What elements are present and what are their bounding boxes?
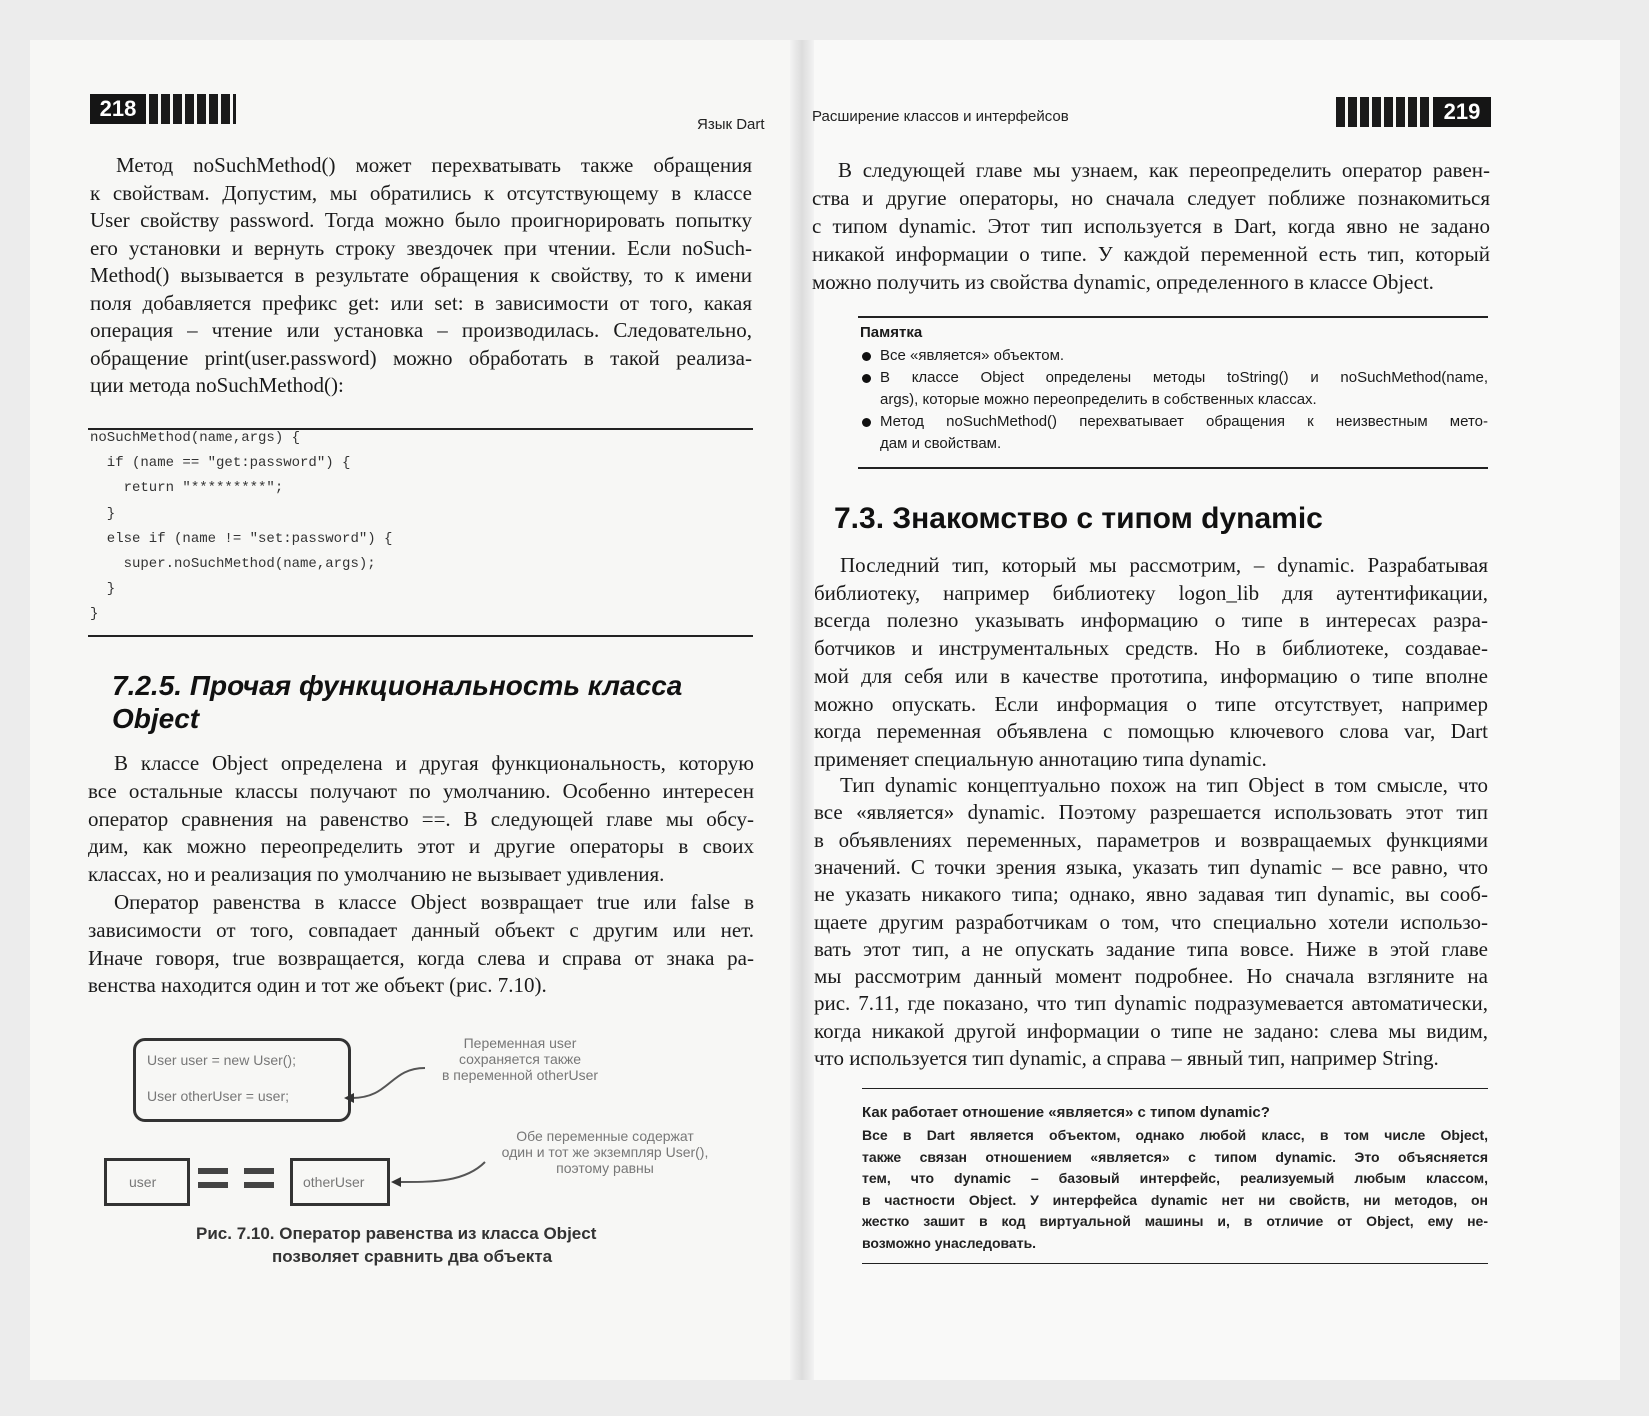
header-bars-right: [1336, 97, 1432, 127]
page-number-right: 219: [1433, 97, 1491, 127]
sidebar-line: жестко зашит в код виртуальной машины и, в отличие от Object, ему не-: [862, 1213, 1488, 1229]
sidebar-title: Как работает отношение «является» с типом dynamic?: [862, 1104, 1270, 1121]
figure-box-user: [104, 1158, 190, 1206]
sidebar-line: Все в Dart является объектом, однако любой класс, в том числе Object,: [862, 1127, 1488, 1143]
paragraph-line: В следующей главе мы узнаем, как переопределить оператор равен-: [838, 158, 1490, 182]
paragraph-line: венства находится один и тот же объект (рис. 7.10).: [88, 973, 547, 998]
paragraph-line: Оператор равенства в классе Object возвращает true или false в: [114, 890, 754, 914]
memo-rule-top: [858, 316, 1488, 318]
paragraph-line: мы рассмотрим данный момент подробнее. Но сначала взгляните на: [814, 964, 1488, 989]
paragraph-line: что используется тип dynamic, а справа – явный тип, например String.: [814, 1046, 1439, 1070]
paragraph-line: ства и другие операторы, но сначала следует поближе познакомиться: [812, 186, 1490, 210]
paragraph-line: не указать никакого типа; однако, явно задавая тип dynamic, вы сооб-: [814, 882, 1488, 907]
figure-caption-line1: Рис. 7.10. Оператор равенства из класса Object: [196, 1224, 597, 1243]
paragraph-line: рис. 7.11, где показано, что тип dynamic подразумевается автоматически,: [814, 991, 1488, 1016]
memo-bullet-line: В классе Object определены методы toString() и noSuchMethod(name,: [880, 369, 1488, 386]
callout-line: один и тот же экземпляр User(),: [501, 1144, 709, 1160]
callout-line: сохраняется также: [458, 1051, 582, 1067]
running-head-left: Язык Dart: [697, 116, 765, 133]
callout-line: Переменная user: [463, 1035, 577, 1051]
sidebar-line: возможно унаследовать.: [862, 1234, 1037, 1251]
callout-line: в переменной otherUser: [441, 1067, 599, 1083]
sidebar-line: в частности Object. У интерфейса dynamic нет ни свойств, ни методов, он: [862, 1191, 1488, 1208]
code-rule-top: [88, 428, 753, 430]
paragraph-line: значений. С точки зрения языка, указать тип dynamic – все равно, что: [814, 854, 1488, 879]
callout-line: Обе переменные содержат: [516, 1128, 694, 1144]
sidebar-rule-top: [862, 1088, 1488, 1089]
paragraph-line: ботчиков и инструментальных средств. Но в библиотеке, создавае-: [814, 636, 1488, 661]
memo-title: Памятка: [860, 324, 923, 341]
box-label: user: [129, 1174, 157, 1190]
paragraph-line: User свойству password. Тогда можно было проигнорировать попытку: [90, 208, 752, 232]
paragraph-line: классах, но и реализация по умолчанию не вызывает удивления.: [88, 862, 665, 887]
code-line: }: [90, 581, 116, 598]
bullet-icon: [862, 352, 871, 361]
figure-code-line: User user = new User();: [147, 1052, 296, 1068]
running-head-right: Расширение классов и интерфейсов: [812, 108, 1069, 125]
paragraph-line: оператор сравнения на равенство ==. В следующей главе мы обсу-: [88, 806, 754, 831]
paragraph-line: никакой информации о типе. У каждой переменной есть тип, который: [812, 242, 1490, 266]
memo-rule-bottom: [858, 467, 1488, 469]
sidebar-line: тем, что dynamic – базовый интерфейс, реализуемый любым классом,: [862, 1170, 1488, 1186]
paragraph-line: Method() вызывается в результате обращения к свойству, то к имени: [90, 263, 752, 287]
paragraph-line: щаете другим разработчикам о том, что специально хотели использо-: [814, 909, 1488, 934]
memo-bullet-line: args), которые можно переопределить в собственных классах.: [880, 391, 1317, 408]
paragraph-line: Иначе говоря, true возвращается, когда слева и справа от знака ра-: [88, 945, 754, 970]
figure-callout-1: [440, 1035, 600, 1083]
paragraph-line: к свойствам. Допустим, мы обратились к отсутствующему в классе: [90, 180, 752, 205]
header-bars-left: [149, 94, 236, 124]
paragraph-line: дим, как можно переопределить этот и другие операторы в своих: [88, 834, 754, 859]
paragraph-line: вать этот тип, а не опускать задание типа вовсе. Ниже в этой главе: [814, 936, 1488, 961]
figure-box-otheruser: [290, 1158, 390, 1206]
section-heading-line1: 7.2.5. Прочая функциональность класса: [112, 670, 683, 701]
paragraph-line: Метод noSuchMethod() может перехватывать также обращения: [116, 153, 752, 177]
code-line: return "*********";: [90, 480, 284, 497]
paragraph-line: операция – чтение или установка – производилась. Следовательно,: [90, 318, 752, 342]
figure-callout-2: [470, 1128, 740, 1176]
paragraph-line: Последний тип, который мы рассмотрим, – dynamic. Разрабатывая: [840, 553, 1488, 577]
callout-line: поэтому равны: [556, 1160, 654, 1176]
memo-bullet-line: дам и свойствам.: [880, 435, 1002, 452]
paragraph-line: Тип dynamic концептуально похож на тип Object в том смысле, что: [840, 773, 1488, 797]
book-gutter: [790, 40, 814, 1380]
code-line: }: [90, 606, 99, 623]
paragraph-line: в объявлениях переменных, параметров и возвращаемых функциями: [814, 827, 1488, 852]
paragraph-line: мой для себя или в качестве прототипа, информацию о типе вполне: [814, 663, 1488, 688]
paragraph-line: можно получить из свойства dynamic, определенного в классе Object.: [812, 270, 1434, 294]
paragraph-line: обращение print(user.password) можно обработать в такой реализа-: [90, 345, 752, 370]
memo-bullet-line: Все «является» объектом.: [880, 347, 1065, 364]
memo-bullet-line: Метод noSuchMethod() перехватывает обращения к неизвестным мето-: [880, 413, 1488, 430]
code-line: super.noSuchMethod(name,args);: [90, 556, 376, 572]
paragraph-line: библиотеку, например библиотеку logon_lib для аутентификации,: [814, 580, 1488, 605]
bullet-icon: [862, 418, 871, 427]
figure-code-box: [133, 1038, 351, 1122]
paragraph-line: его установки и вернуть строку звездочек при чтении. Если noSuch-: [90, 235, 752, 260]
code-line: else if (name != "set:password") {: [90, 530, 393, 547]
code-line: }: [90, 505, 116, 522]
code-line: noSuchMethod(name,args) {: [90, 430, 301, 446]
section-heading-line2: Object: [112, 703, 200, 734]
paragraph-line: все остальные классы получают по умолчанию. Особенно интересен: [88, 778, 754, 803]
paragraph-line: зависимости от того, совпадает данный объект с другим или нет.: [88, 917, 754, 942]
paragraph-line: поля добавляется префикс get: или set: в зависимости от того, какая: [90, 290, 752, 315]
figure-arrow-1: [330, 1060, 450, 1110]
paragraph-line: когда никакой другой информации о типе не задано: слева мы видим,: [814, 1018, 1488, 1043]
bullet-icon: [862, 374, 871, 383]
figure-caption-line2: позволяет сравнить два объекта: [272, 1247, 553, 1266]
paragraph-line: с типом dynamic. Этот тип используется в Dart, когда явно не задано: [812, 214, 1490, 238]
paragraph-line: ции метода noSuchMethod():: [90, 373, 344, 397]
sidebar-line: также связан отношением «является» с типом dynamic. Это объясняется: [862, 1148, 1488, 1165]
sidebar-rule-bottom: [862, 1263, 1488, 1264]
code-line: if (name == "get:password") {: [90, 455, 351, 472]
code-rule-bottom: [88, 635, 753, 637]
paragraph-line: можно опускать. Если информация о типе отсутствует, например: [814, 691, 1488, 716]
paragraph-line: когда переменная объявлена с помощью ключевого слова var, Dart: [814, 719, 1488, 744]
figure-code-line: User otherUser = user;: [147, 1088, 289, 1104]
page-number-left: 218: [90, 94, 146, 124]
section-heading-7-3: 7.3. Знакомство с типом dynamic: [834, 502, 1323, 535]
box-label: otherUser: [303, 1174, 365, 1190]
paragraph-line: В классе Object определена и другая функциональность, которую: [114, 751, 754, 775]
paragraph-line: все «является» dynamic. Поэтому разрешается использовать этот тип: [814, 800, 1488, 825]
paragraph-line: всегда полезно указывать информацию о типе в интересах разра-: [814, 608, 1488, 633]
paragraph-line: применяет специальную аннотацию типа dynamic.: [814, 746, 1267, 771]
